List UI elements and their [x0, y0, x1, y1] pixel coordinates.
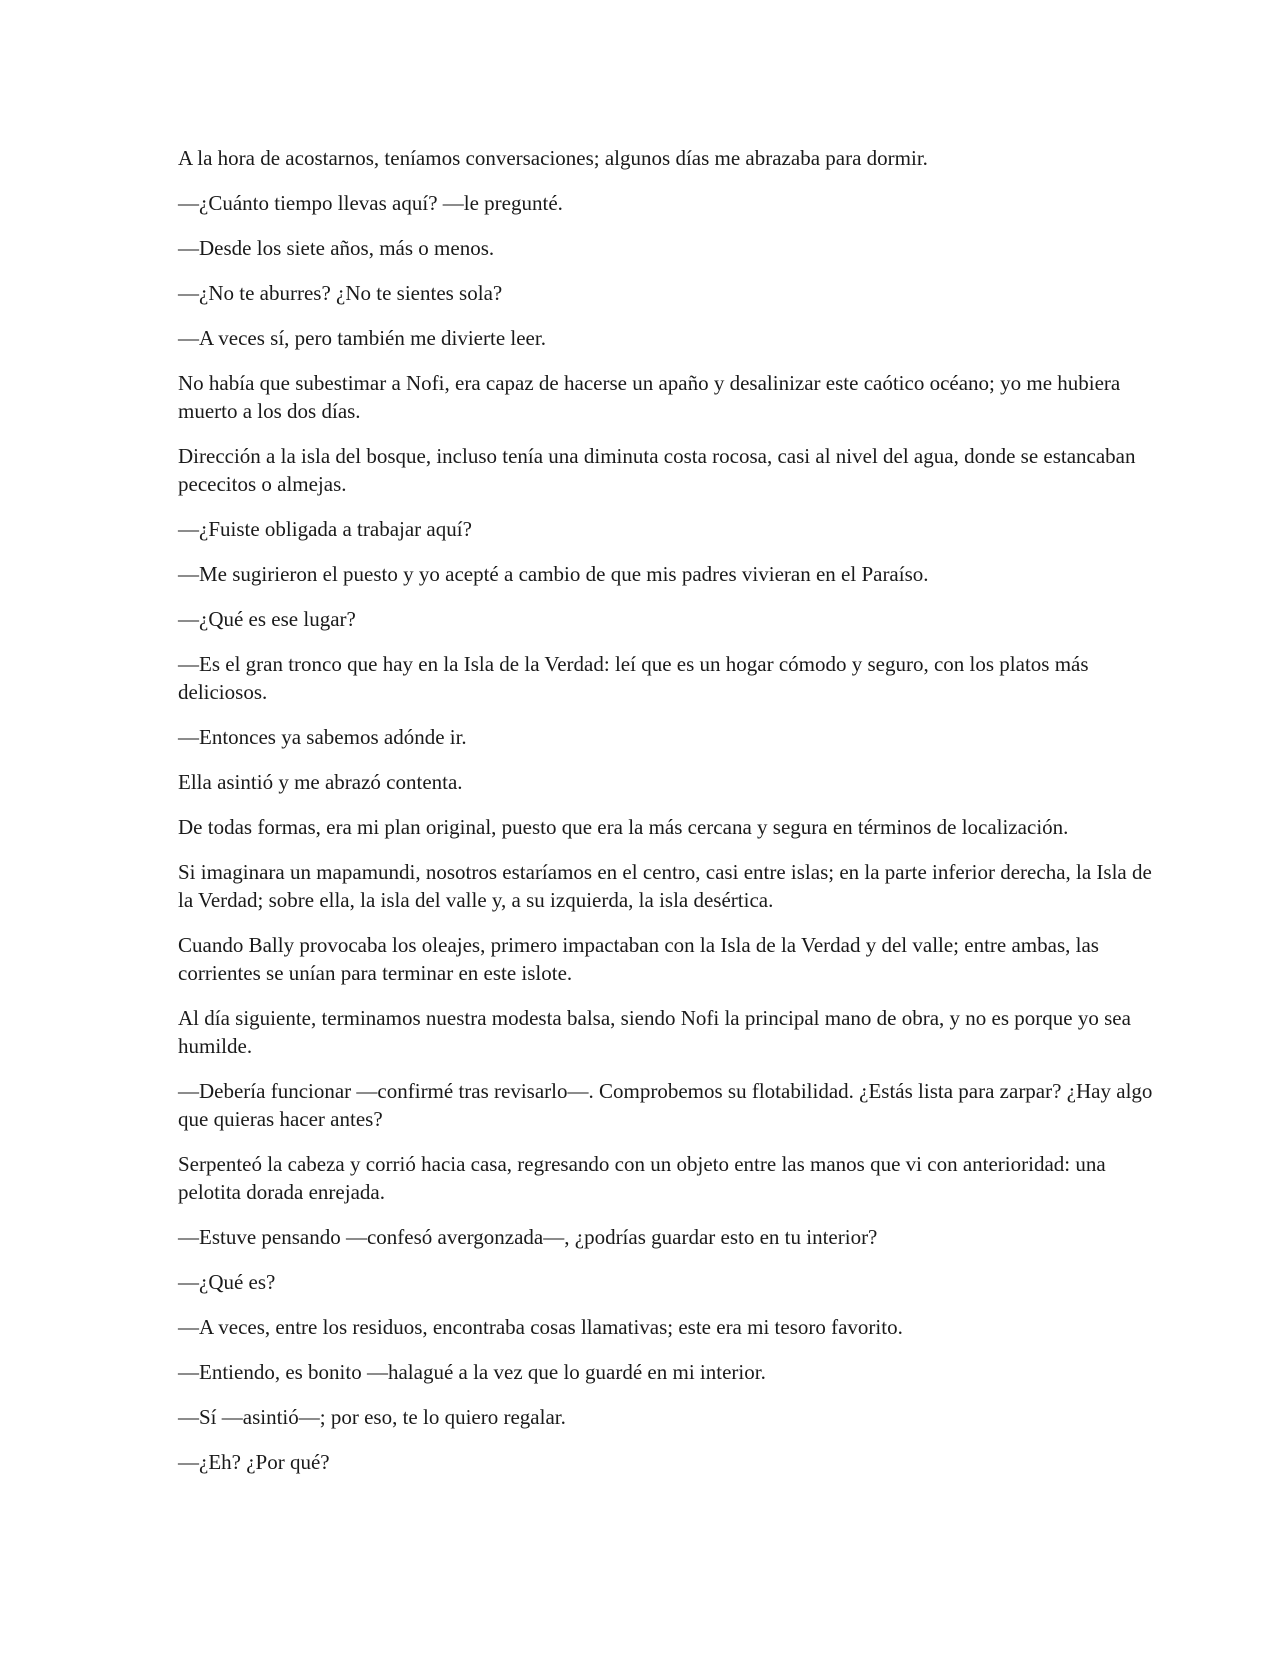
paragraph: —¿Cuánto tiempo llevas aquí? —le pregunté. [178, 191, 563, 215]
paragraph: De todas formas, era mi plan original, puesto que era la más cercana y segura en términos de localización. [178, 815, 1069, 839]
paragraph: Si imaginara un mapamundi, nosotros estaríamos en el centro, casi entre islas; en la parte inferior derecha, la Isla de la Verdad; sobre ella, la isla del valle y, a su izquierda, la isla desértica. [178, 860, 1152, 912]
paragraph: —Entiendo, es bonito —halagué a la vez que lo guardé en mi interior. [178, 1360, 766, 1384]
paragraph: —Debería funcionar —confirmé tras revisarlo—. Comprobemos su flotabilidad. ¿Estás lista para zarpar? ¿Hay algo que quieras hacer antes? [178, 1079, 1153, 1131]
paragraph: —¿No te aburres? ¿No te sientes sola? [178, 281, 503, 305]
paragraph: —Es el gran tronco que hay en la Isla de la Verdad: leí que es un hogar cómodo y seguro, con los platos más deliciosos. [178, 652, 1089, 704]
document-page [178, 144, 1168, 1493]
paragraph: —¿Eh? ¿Por qué? [178, 1450, 330, 1474]
paragraph: —Me sugirieron el puesto y yo acepté a cambio de que mis padres vivieran en el Paraíso. [178, 562, 929, 586]
paragraph: Al día siguiente, terminamos nuestra modesta balsa, siendo Nofi la principal mano de obra, y no es porque yo sea humilde. [178, 1006, 1131, 1058]
paragraph: A la hora de acostarnos, teníamos conversaciones; algunos días me abrazaba para dormir. [178, 146, 928, 170]
paragraph: —¿Qué es ese lugar? [178, 607, 356, 631]
paragraph: —Estuve pensando —confesó avergonzada—, ¿podrías guardar esto en tu interior? [178, 1225, 878, 1249]
paragraph: —Sí —asintió—; por eso, te lo quiero regalar. [178, 1405, 566, 1429]
paragraph: Serpenteó la cabeza y corrió hacia casa, regresando con un objeto entre las manos que vi con anterioridad: una pelotita dorada enrejada. [178, 1152, 1106, 1204]
paragraph: No había que subestimar a Nofi, era capaz de hacerse un apaño y desalinizar este caótico océano; yo me hubiera muerto a los dos días. [178, 371, 1121, 423]
paragraph: —Entonces ya sabemos adónde ir. [178, 725, 467, 749]
paragraph: Dirección a la isla del bosque, incluso tenía una diminuta costa rocosa, casi al nivel del agua, donde se estancaban pececitos o almejas. [178, 444, 1136, 496]
paragraph: —A veces sí, pero también me divierte leer. [178, 326, 546, 350]
paragraph: —A veces, entre los residuos, encontraba cosas llamativas; este era mi tesoro favorito. [178, 1315, 903, 1339]
paragraph: —¿Qué es? [178, 1270, 276, 1294]
paragraph: Cuando Bally provocaba los oleajes, primero impactaban con la Isla de la Verdad y del valle; entre ambas, las corrientes se unían para terminar en este islote. [178, 933, 1099, 985]
paragraph: —Desde los siete años, más o menos. [178, 236, 495, 260]
paragraph: —¿Fuiste obligada a trabajar aquí? [178, 517, 472, 541]
paragraph: Ella asintió y me abrazó contenta. [178, 770, 463, 794]
